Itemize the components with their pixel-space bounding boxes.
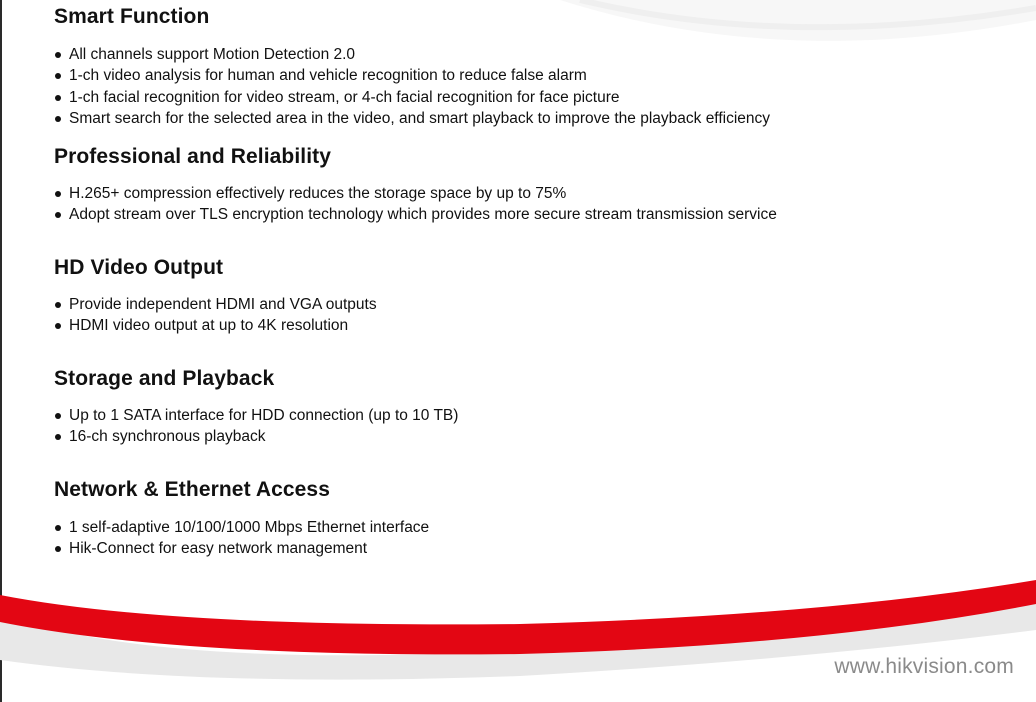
list-item-text: Smart search for the selected area in the video, and smart playback to improve the playback efficiency	[69, 109, 771, 127]
bullet-list	[54, 405, 1014, 448]
bullet-icon	[55, 546, 61, 552]
bullet-icon	[55, 525, 61, 531]
list-item	[54, 204, 1014, 225]
list-item	[54, 426, 1014, 447]
section-network-ethernet	[54, 477, 1014, 560]
bullet-icon	[55, 116, 61, 122]
list-item-text: Adopt stream over TLS encryption technology which provides more secure stream transmission service	[69, 206, 777, 224]
bullet-icon	[55, 323, 61, 329]
bullet-list	[54, 183, 1014, 226]
section-heading: HD Video Output	[54, 256, 224, 279]
bullet-list	[54, 44, 1014, 129]
list-item-text: HDMI video output at up to 4K resolution	[69, 317, 349, 335]
list-item	[54, 315, 1014, 336]
list-item-text: 1-ch facial recognition for video stream, or 4-ch facial recognition for face picture	[69, 88, 620, 106]
bullet-icon	[55, 73, 61, 79]
list-item	[54, 65, 1014, 86]
list-item	[54, 294, 1014, 315]
list-item	[54, 517, 1014, 538]
bullet-icon	[55, 95, 61, 101]
section-storage-playback	[54, 366, 1014, 448]
list-item-text: 16-ch synchronous playback	[69, 428, 266, 446]
list-item	[54, 87, 1014, 108]
list-item-text: 1 self-adaptive 10/100/1000 Mbps Ethernet interface	[69, 519, 430, 536]
list-item-text: H.265+ compression effectively reduces the storage space by up to 75%	[69, 185, 567, 202]
list-item	[54, 44, 1014, 65]
section-smart-function	[54, 4, 1014, 129]
bullet-icon	[55, 52, 61, 58]
section-heading: Network & Ethernet Access	[54, 478, 330, 501]
section-heading: Smart Function	[54, 5, 210, 28]
bullet-icon	[55, 434, 61, 440]
list-item	[54, 538, 1014, 559]
bullet-list	[54, 517, 1014, 560]
list-item	[54, 183, 1014, 204]
list-item-text: Up to 1 SATA interface for HDD connection (up to 10 TB)	[69, 407, 459, 424]
list-item	[54, 108, 1014, 129]
section-heading: Storage and Playback	[54, 367, 275, 390]
bullet-list	[54, 294, 1014, 337]
list-item-text: Hik-Connect for easy network management	[69, 540, 368, 558]
list-item-text: 1-ch video analysis for human and vehicle recognition to reduce false alarm	[69, 67, 587, 85]
bullet-icon	[55, 191, 61, 197]
bullet-icon	[55, 413, 61, 419]
section-professional-reliability	[54, 144, 1014, 226]
bullet-icon	[55, 212, 61, 218]
section-hd-video-output	[54, 255, 1014, 337]
website-url: www.hikvision.com	[834, 655, 1014, 678]
list-item-text: All channels support Motion Detection 2.0	[69, 46, 356, 63]
section-heading: Professional and Reliability	[54, 145, 332, 168]
list-item	[54, 405, 1014, 426]
list-item-text: Provide independent HDMI and VGA outputs	[69, 296, 377, 313]
bullet-icon	[55, 302, 61, 308]
footer-red-wave	[0, 560, 1036, 702]
